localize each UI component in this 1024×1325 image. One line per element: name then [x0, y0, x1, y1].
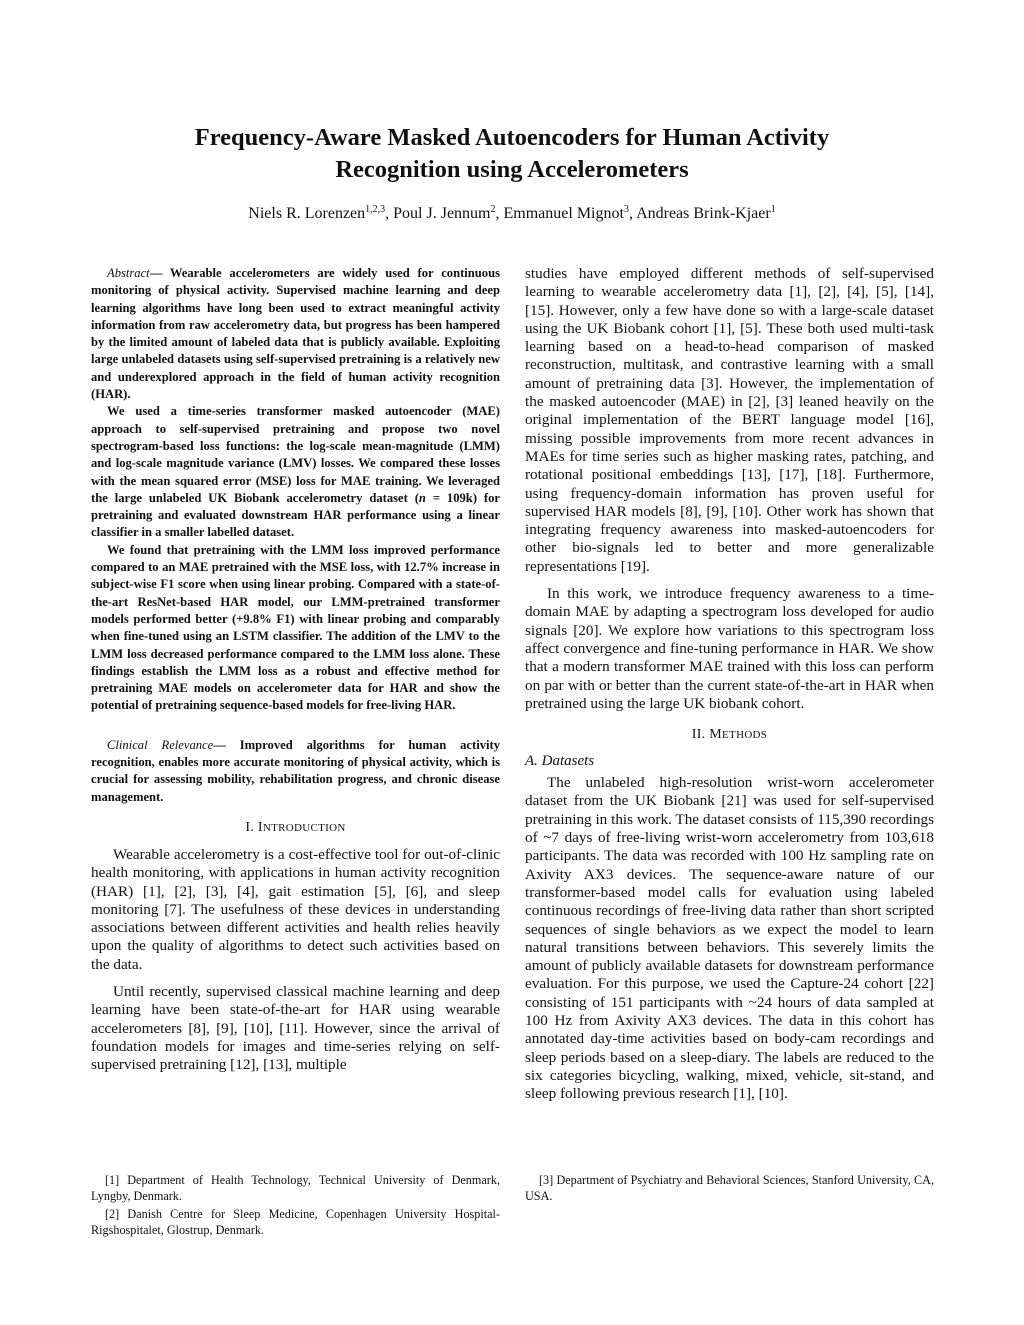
author-separator: ,: [628, 205, 637, 222]
title-line-2: Recognition using Accelerometers: [335, 156, 689, 183]
clinical-dash: —: [213, 737, 240, 752]
section-number: I.: [245, 819, 258, 835]
abstract-text-1: Wearable accelerometers are widely used for continuous monitoring of physical activity. Supervised machine learning and deep learning algorithms have long been used to extract meaningful activity information from raw accelerometry data, but progress has been hampered by the limited amount of labeled data that is publicly available. Exploiting large unlabeled datasets using self-supervised pretraining is a relatively new and underexplored approach in the field of human activity recognition (HAR).: [91, 266, 500, 402]
intro-paragraph-1: Wearable accelerometry is a cost-effective tool for out-of-clinic health monitoring, with applications in human activity recognition (HAR) [1], [2], [3], [4], gait estimation [5], [6], and sleep monitoring [7]. The usefulness of these devices in understanding associations between different activities and health relies heavily upon the quality of algorithms to detect such activities based on the data.: [91, 845, 500, 973]
clinical-text: Improved algorithms for human activity recognition, enables more accurate monitoring of physical activity, which is crucial for assessing mobility, rehabilitation progress, and chronic disease management.: [91, 737, 500, 804]
author-name: Poul J. Jennum: [393, 205, 491, 222]
abstract-n-symbol: n: [418, 490, 426, 505]
author-affiliation: 1,2,3: [365, 204, 386, 215]
paper-title: [0, 122, 1024, 186]
abstract-paragraph-1: [91, 265, 500, 403]
abstract-paragraph-2: [91, 403, 500, 541]
section-rest: NTRODUCTION: [262, 821, 346, 834]
abstract-text-2a: We used a time-series transformer masked autoencoder (MAE) approach to self-supervised pretraining and propose two novel spectrogram-based loss functions: the log-scale mean-magnitude (LMM) and log-scale magnitude variance (LMV) losses. We compared these losses with the mean squared error (MSE) loss for MAE training. We leveraged the large unlabeled UK Biobank accelerometry dataset (: [91, 404, 500, 505]
author-name: Andreas Brink-Kjaer: [636, 205, 771, 222]
section-first-letter: I: [257, 819, 263, 835]
section-rest: ETHODS: [722, 729, 768, 742]
author-name: Niels R. Lorenzen: [248, 205, 366, 222]
abstract-text-2b: = 109k) for pretraining and evaluated downstream HAR performance using a linear classifier in a smaller labelled dataset.: [91, 490, 500, 540]
abstract-paragraph-3: We found that pretraining with the LMM loss improved performance compared to an MAE pretrained with the MSE loss, with 12.7% increase in subject-wise F1 score when using linear probing. Compared with a state-of-the-art ResNet-based HAR model, our LMM-pretrained transformer models performed better (+9.8% F1) with linear probing and comparably when fine-tuned using an LSTM classifier. The addition of the LMV to the LMM loss decreased performance compared to the LMM loss alone. These findings establish the LMM loss as a robust and effective method for pretraining MAE models on accelerometer data for HAR and show the potential of pretraining sequence-based models for free-living HAR.: [91, 542, 500, 713]
intro-paragraph-2: Until recently, supervised classical machine learning and deep learning have been state-of-the-art for HAR using wearable accelerometers [8], [9], [10], [11]. However, since the arrival of foundation models for images and time-series relying on self-supervised pretraining [12], [13], multiple: [91, 982, 500, 1074]
datasets-paragraph-1: The unlabeled high-resolution wrist-worn accelerometer dataset from the UK Biobank [21] was used for self-supervised pretraining in this work. The dataset consists of 115,390 recordings of ~7 days of free-living wrist-worn accelerometry from 103,618 participants. The data was recorded with 100 Hz sampling rate on Axivity AX3 devices. The sequence-aware nature of our transformer-based model calls for evaluation using labeled continuous recordings of free-living data rather than short scripted sequences of single behaviors as we expect the model to learn natural transitions between behaviors. This severely limits the amount of publicly available datasets for downstream performance evaluation. For this purpose, we used the Capture-24 cohort [22] consisting of 151 participants with ~24 hours of data sampled at 100 Hz from Axivity AX3 devices. The data in this cohort has annotated day-time activities based on body-cam recordings and sleep periods based on a sleep-diary. The labels are reduced to the six categories bicycling, walking, mixed, vehicle, sit-stand, and sleep following previous research [1], [10].: [525, 774, 934, 1103]
author-separator: ,: [385, 205, 394, 222]
section-number: II.: [691, 727, 710, 743]
section-heading-introduction: [91, 820, 500, 836]
author-affiliation: 1: [770, 204, 776, 215]
intro-paragraph-2-continued: studies have employed different methods of self-supervised learning to wearable accelerometry data [1], [2], [4], [5], [14], [15]. However, only a few have done so with a large-scale dataset using the UK Biobank cohort [1], [5]. These both used multi-task learning based on a head-to-head comparison of masked reconstruction, multitask, and contrastive learning with a small amount of pretraining data [3]. However, the implementation of the masked autoencoder (MAE) in [2], [3] leaned heavily on the original implementation of the BERT language model [16], missing possible improvements from more recent advances in MAEs for time series such as higher masking rates, patching, and rotational positional embeddings [13], [17], [18]. Furthermore, using frequency-domain information has proven useful for supervised HAR models [8], [9], [10]. Other work has shown that integrating frequency awareness into masked-autoencoders for other bio-signals led to better and more generalizable representations [19].: [525, 265, 934, 575]
abstract-dash: —: [149, 266, 170, 280]
footnote-2: [2] Danish Centre for Sleep Medicine, Copenhagen University Hospital-Rigshospitalet, Glostrup, Denmark.: [91, 1207, 500, 1237]
subsection-heading-datasets: A. Datasets: [525, 753, 595, 770]
title-line-1: Frequency-Aware Masked Autoencoders for Human Activity: [194, 124, 830, 151]
right-column: [525, 265, 934, 1112]
clinical-relevance: [91, 737, 500, 806]
footnotes-left: [91, 1173, 500, 1241]
left-column: [91, 265, 500, 1083]
author-list: [0, 203, 1024, 225]
footnotes-right: [525, 1173, 934, 1207]
author-affiliation: 2: [490, 204, 496, 215]
section-heading-methods: [525, 727, 934, 743]
author-separator: ,: [495, 205, 504, 222]
intro-paragraph-3: In this work, we introduce frequency awareness to a time-domain MAE by adapting a spectrogram loss developed for audio signals [20]. We explore how variations to this spectrogram loss affect convergence and fine-tuning performance in HAR. We show that a modern transformer MAE trained with this loss can perform on par with or better than the current state-of-the-art in HAR when pretrained using the large UK biobank cohort.: [525, 585, 934, 712]
clinical-label: Clinical Relevance: [107, 737, 214, 752]
section-first-letter: M: [709, 727, 723, 743]
author-name: Emmanuel Mignot: [503, 205, 624, 222]
footnote-1: [1] Department of Health Technology, Technical University of Denmark, Lyngby, Denmark.: [91, 1173, 500, 1203]
author-affiliation: 3: [623, 204, 629, 215]
footnote-3: [3] Department of Psychiatry and Behavioral Sciences, Stanford University, CA, USA.: [525, 1173, 934, 1203]
abstract-label: Abstract: [107, 266, 150, 280]
